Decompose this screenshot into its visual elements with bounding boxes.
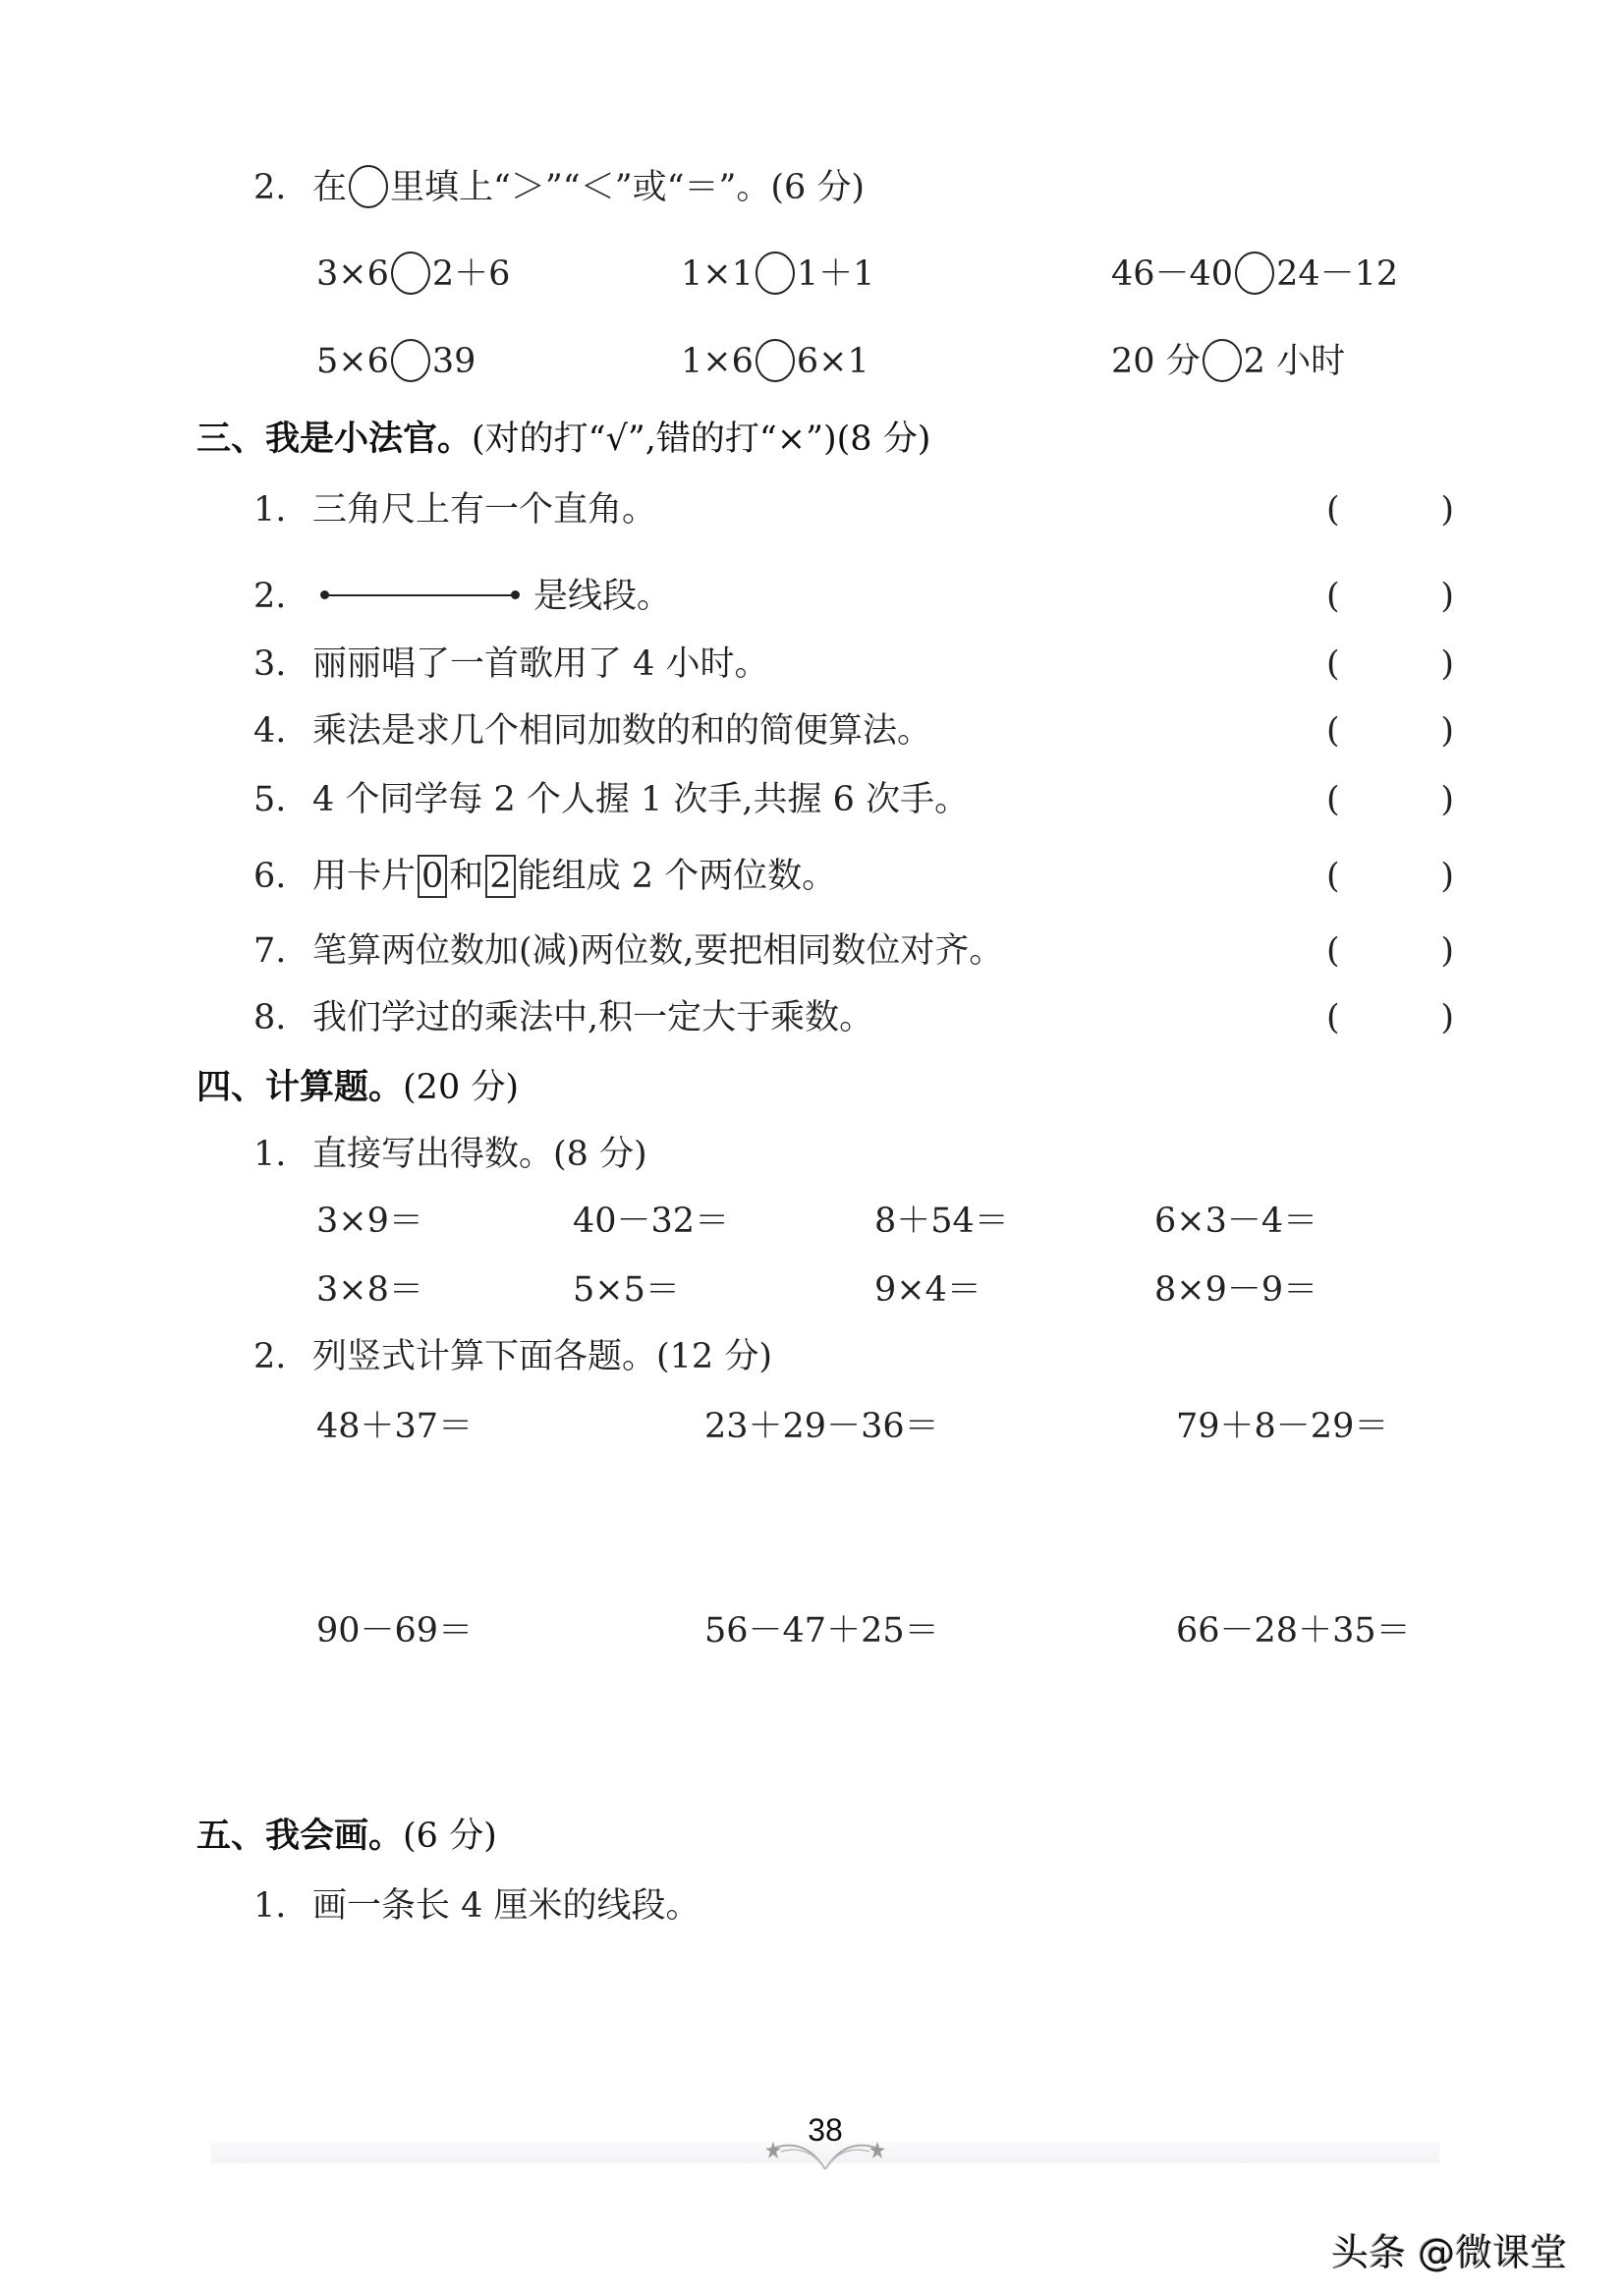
vertical-calc-expr: 79＋8－29＝ — [1176, 1407, 1389, 1446]
answer-blank[interactable] — [1326, 995, 1454, 1040]
judge-item-2 — [253, 574, 671, 619]
answer-circle[interactable] — [391, 252, 430, 295]
item-number: 1. — [253, 1886, 287, 1926]
answer-blank[interactable] — [1326, 708, 1454, 754]
answer-circle[interactable] — [1203, 339, 1242, 382]
answer-blank[interactable] — [1326, 574, 1454, 619]
watermark: 头条 @微课堂 — [1331, 2231, 1568, 2274]
answer-circle[interactable] — [756, 339, 795, 382]
item-number: 1. — [253, 1135, 287, 1174]
judge-item-7 — [253, 928, 1003, 974]
star-arch-ornament-icon — [761, 2134, 889, 2173]
expr-left: 3×6 — [316, 254, 389, 294]
paren-close: ) — [1440, 857, 1454, 896]
compare-item — [316, 252, 510, 298]
question-text: 里填上“＞”“＜”或“＝”。(6 分) — [390, 168, 866, 207]
compare-item — [1111, 252, 1398, 298]
judge-item-3 — [253, 642, 769, 687]
section-instructions: (对的打“√”,错的打“×”)(8 分) — [472, 420, 931, 459]
compare-item — [1111, 339, 1345, 385]
paren-close: ) — [1440, 711, 1454, 751]
paren-open: ( — [1326, 998, 1340, 1037]
item-text: 和 — [449, 857, 484, 896]
item-number: 8. — [253, 998, 287, 1037]
paren-close: ) — [1440, 931, 1454, 971]
judge-item-6 — [253, 854, 836, 899]
judge-item-5 — [253, 777, 969, 822]
question-number: 2. — [253, 168, 287, 207]
item-text: 是线段。 — [533, 577, 672, 616]
expr-left: 20 分 — [1111, 342, 1201, 381]
judge-item-8 — [253, 995, 873, 1040]
oral-calc-expr: 40－32＝ — [573, 1202, 730, 1241]
paren-close: ) — [1440, 780, 1454, 819]
answer-blank[interactable] — [1326, 777, 1454, 822]
oral-calc-expr: 8×9－9＝ — [1154, 1270, 1318, 1310]
answer-blank[interactable] — [1326, 487, 1454, 532]
vertical-calc-expr: 56－47＋25＝ — [704, 1611, 939, 1651]
judge-item-4 — [253, 708, 931, 754]
number-card: 2 — [485, 855, 515, 898]
expr-right: 2 小时 — [1243, 342, 1346, 381]
section-heading: 四、计算题。 — [196, 1068, 404, 1107]
expr-left: 5×6 — [316, 342, 389, 381]
paren-open: ( — [1326, 490, 1340, 530]
vertical-calc-expr: 66－28＋35＝ — [1176, 1611, 1411, 1651]
expr-left: 1×1 — [681, 254, 754, 294]
page-number: 38 — [808, 2112, 843, 2148]
section-points: (20 分) — [403, 1068, 519, 1107]
circle-icon — [349, 165, 388, 208]
item-text: 乘法是求几个相同加数的和的简便算法。 — [312, 711, 932, 751]
expr-right: 2＋6 — [431, 254, 511, 294]
oral-calc-expr: 5×5＝ — [573, 1270, 680, 1310]
answer-blank[interactable] — [1326, 854, 1454, 899]
paren-close: ) — [1440, 998, 1454, 1037]
line-segment-figure — [324, 594, 516, 596]
item-text: 4 个同学每 2 个人握 1 次手,共握 6 次手。 — [312, 780, 970, 819]
item-number: 2. — [253, 577, 287, 616]
compare-item — [681, 252, 874, 298]
paren-open: ( — [1326, 711, 1340, 751]
calc-question-1 — [253, 1132, 647, 1177]
oral-calc-expr: 3×8＝ — [316, 1270, 423, 1310]
item-number: 2. — [253, 1337, 287, 1376]
item-number: 1. — [253, 490, 287, 530]
item-text: 丽丽唱了一首歌用了 4 小时。 — [312, 644, 769, 684]
compare-question-header — [253, 165, 865, 211]
item-number: 3. — [253, 644, 287, 684]
calc-question-2 — [253, 1334, 772, 1379]
oral-calc-expr: 6×3－4＝ — [1154, 1202, 1318, 1241]
item-number: 4. — [253, 711, 287, 751]
section-title-4 — [196, 1065, 519, 1110]
item-number: 5. — [253, 780, 287, 819]
vertical-calc-expr: 48＋37＝ — [316, 1407, 474, 1446]
paren-close: ) — [1440, 644, 1454, 684]
draw-question-1 — [253, 1883, 700, 1929]
expr-right: 1＋1 — [796, 254, 875, 294]
oral-calc-expr: 3×9＝ — [316, 1202, 423, 1241]
question-text: 在 — [312, 168, 348, 207]
paren-open: ( — [1326, 577, 1340, 616]
item-text: 用卡片 — [312, 857, 417, 896]
answer-blank[interactable] — [1326, 928, 1454, 974]
section-points: (6 分) — [403, 1817, 497, 1856]
expr-left: 46－40 — [1111, 254, 1234, 294]
item-text: 我们学过的乘法中,积一定大于乘数。 — [312, 998, 874, 1037]
section-title-5 — [196, 1814, 497, 1859]
answer-blank[interactable] — [1326, 642, 1454, 687]
item-text: 笔算两位数加(减)两位数,要把相同数位对齐。 — [312, 931, 1004, 971]
expr-right: 24－12 — [1276, 254, 1399, 294]
oral-calc-expr: 9×4＝ — [874, 1270, 981, 1310]
item-text: 列竖式计算下面各题。(12 分) — [312, 1337, 772, 1376]
compare-item — [681, 339, 869, 385]
vertical-calc-expr: 23＋29－36＝ — [704, 1407, 939, 1446]
answer-circle[interactable] — [391, 339, 430, 382]
answer-circle[interactable] — [1235, 252, 1274, 295]
expr-left: 1×6 — [681, 342, 754, 381]
item-text: 三角尺上有一个直角。 — [312, 490, 657, 530]
expr-right: 39 — [431, 342, 476, 381]
section-title-3 — [196, 417, 930, 462]
item-number: 6. — [253, 857, 287, 896]
item-text: 能组成 2 个两位数。 — [517, 857, 837, 896]
judge-item-1 — [253, 487, 656, 532]
paren-open: ( — [1326, 644, 1340, 684]
paren-open: ( — [1326, 780, 1340, 819]
oral-calc-expr: 8＋54＝ — [874, 1202, 1009, 1241]
item-number: 7. — [253, 931, 287, 971]
item-text: 画一条长 4 厘米的线段。 — [312, 1886, 700, 1926]
paren-close: ) — [1440, 490, 1454, 530]
number-card: 0 — [418, 855, 447, 898]
compare-item — [316, 339, 476, 385]
paren-open: ( — [1326, 857, 1340, 896]
paren-open: ( — [1326, 931, 1340, 971]
item-text: 直接写出得数。(8 分) — [312, 1135, 647, 1174]
section-heading: 三、我是小法官。 — [196, 420, 473, 459]
expr-right: 6×1 — [796, 342, 869, 381]
answer-circle[interactable] — [756, 252, 795, 295]
vertical-calc-expr: 90－69＝ — [316, 1611, 474, 1651]
paren-close: ) — [1440, 577, 1454, 616]
section-heading: 五、我会画。 — [196, 1817, 404, 1856]
